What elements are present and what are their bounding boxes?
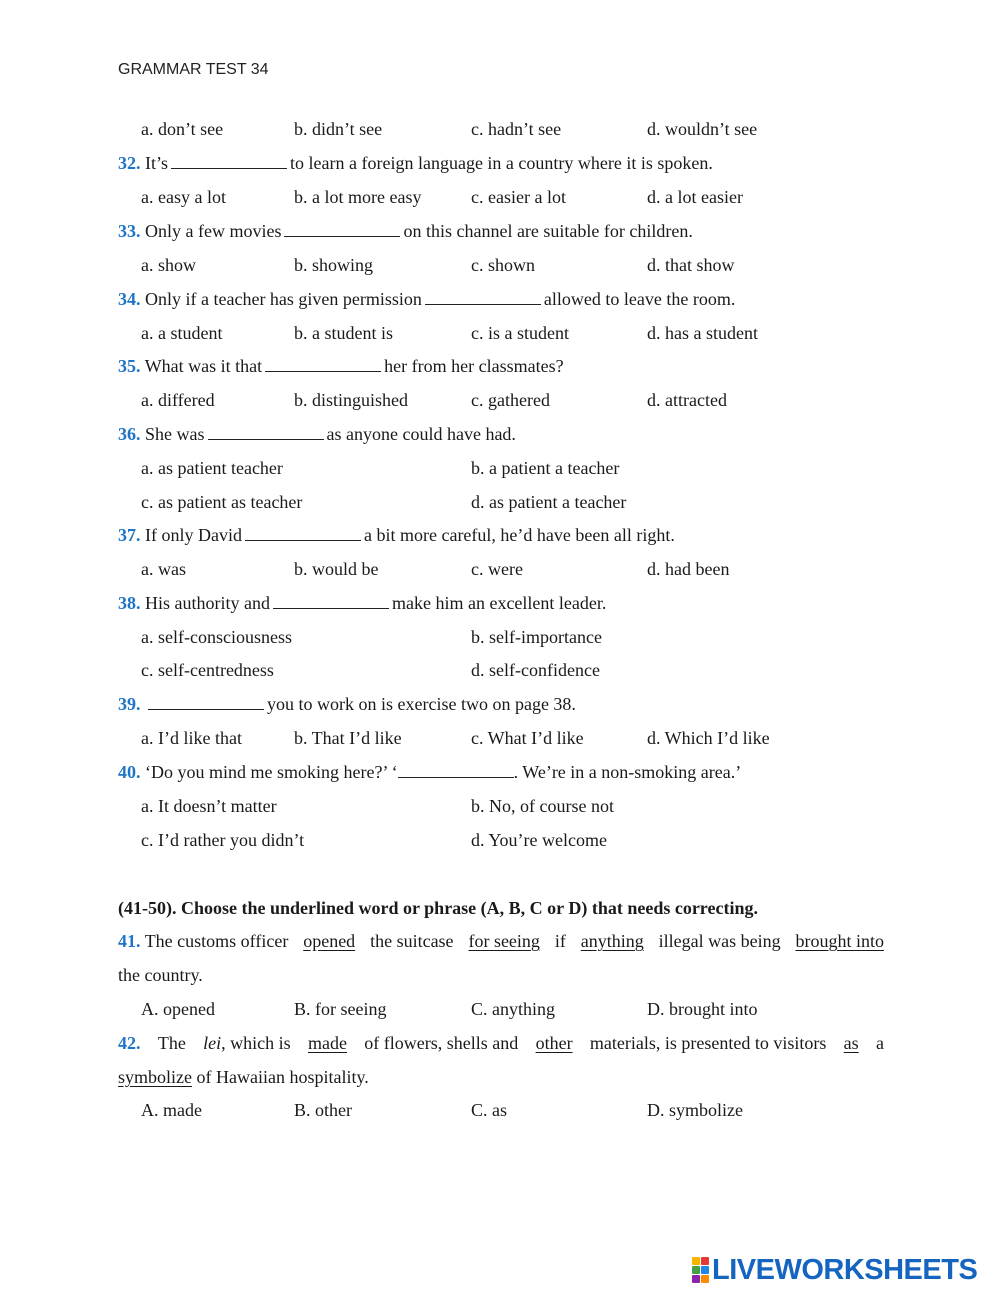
q32-option-b[interactable]: b. a lot more easy (294, 187, 422, 207)
q38-option-d[interactable]: d. self-confidence (471, 660, 600, 680)
q41-underlined-a: opened (303, 931, 356, 951)
q34-text-before: Only if a teacher has given permission (145, 289, 422, 309)
q32-text-before: It’s (145, 153, 169, 173)
q42-underlined-c: as (843, 1033, 859, 1053)
q34-option-c[interactable]: c. is a student (471, 323, 569, 343)
q41-option-a[interactable]: A. opened (141, 999, 215, 1019)
q40-option-d[interactable]: d. You’re welcome (471, 830, 607, 850)
q41-text-4: illegal was being (658, 931, 781, 951)
q41-stem (118, 930, 884, 952)
q42-option-b[interactable]: B. other (294, 1100, 352, 1120)
q32-text-after: to learn a foreign language in a country where it is spoken. (290, 153, 713, 173)
q36-text-before: She was (145, 424, 205, 444)
q40-number: 40. (118, 762, 141, 782)
q39-number: 39. (118, 694, 141, 714)
q41-underlined-c: anything (580, 931, 644, 951)
q40-option-b[interactable]: b. No, of course not (471, 796, 614, 816)
q37-option-c[interactable]: c. were (471, 559, 523, 579)
q42-underlined-a: made (307, 1033, 347, 1053)
q35-stem (118, 355, 884, 377)
q37-option-a[interactable]: a. was (141, 559, 186, 579)
q39-option-c[interactable]: c. What I’d like (471, 728, 584, 748)
q34-stem (118, 288, 884, 310)
q33-stem (118, 220, 884, 242)
q42-number: 42. (118, 1033, 141, 1053)
q34-blank[interactable] (425, 289, 541, 305)
q35-option-b[interactable]: b. distinguished (294, 390, 409, 410)
logo-text: LIVEWORKSHEETS (712, 1253, 978, 1286)
q42-option-d[interactable]: D. symbolize (647, 1100, 743, 1120)
q32-option-c[interactable]: c. easier a lot (471, 187, 566, 207)
q42-stem (118, 1032, 884, 1054)
q38-blank[interactable] (273, 593, 389, 609)
q41-option-c[interactable]: C. anything (471, 999, 555, 1019)
q35-option-c[interactable]: c. gathered (471, 390, 550, 410)
q38-number: 38. (118, 593, 141, 613)
q40-text-after: . We’re in a non-smoking area.’ (513, 762, 742, 782)
q35-option-a[interactable]: a. differed (141, 390, 215, 410)
q40-option-a[interactable]: a. It doesn’t matter (141, 796, 277, 816)
q41-option-b[interactable]: B. for seeing (294, 999, 387, 1019)
q33-option-b[interactable]: b. showing (294, 255, 374, 275)
q31-option-b[interactable]: b. didn’t see (294, 119, 383, 139)
q39-option-a[interactable]: a. I’d like that (141, 728, 242, 748)
q35-number: 35. (118, 356, 141, 376)
q33-option-a[interactable]: a. show (141, 255, 196, 275)
q31-option-a[interactable]: a. don’t see (141, 119, 224, 139)
q37-blank[interactable] (245, 525, 361, 541)
q33-number: 33. (118, 221, 141, 241)
q41-underlined-b: for seeing (468, 931, 540, 951)
q40-option-c[interactable]: c. I’d rather you didn’t (141, 830, 305, 850)
q36-blank[interactable] (208, 424, 324, 440)
q39-option-b[interactable]: b. That I’d like (294, 728, 402, 748)
q37-stem (118, 524, 884, 546)
q33-option-c[interactable]: c. shown (471, 255, 535, 275)
q32-stem (118, 152, 884, 174)
q35-text-after: her from her classmates? (384, 356, 564, 376)
q31-option-c[interactable]: c. hadn’t see (471, 119, 562, 139)
q34-option-b[interactable]: b. a student is (294, 323, 393, 343)
q42-text-4: materials, is presented to visitors (589, 1033, 827, 1053)
q40-stem (118, 761, 884, 783)
q42-text-6: of Hawaiian hospitality. (196, 1067, 369, 1087)
q36-option-d[interactable]: d. as patient a teacher (471, 492, 627, 512)
q42-stem-line-2 (118, 1066, 884, 1088)
q36-option-b[interactable]: b. a patient a teacher (471, 458, 620, 478)
q41-text-1: The customs officer (144, 931, 289, 951)
q32-option-d[interactable]: d. a lot easier (647, 187, 743, 207)
q33-text-after: on this channel are suitable for children. (403, 221, 693, 241)
q33-blank[interactable] (284, 221, 400, 237)
q41-text-3: if (554, 931, 566, 951)
q36-option-c[interactable]: c. as patient as teacher (141, 492, 303, 512)
q41-underlined-d: brought into (795, 931, 884, 951)
q38-stem (118, 592, 884, 614)
q36-text-after: as anyone could have had. (326, 424, 516, 444)
q42-text-1: The (157, 1033, 186, 1053)
q42-underlined-b: other (535, 1033, 573, 1053)
q36-number: 36. (118, 424, 141, 444)
q39-blank[interactable] (148, 694, 264, 710)
q37-option-b[interactable]: b. would be (294, 559, 379, 579)
q31-option-d[interactable]: d. wouldn’t see (647, 119, 758, 139)
q41-stem-line-2: the country. (118, 965, 203, 985)
q39-text-after: you to work on is exercise two on page 38. (267, 694, 576, 714)
q34-number: 34. (118, 289, 141, 309)
q42-text-5: a (876, 1033, 884, 1053)
q34-option-d[interactable]: d. has a student (647, 323, 758, 343)
q41-number: 41. (118, 931, 141, 951)
q34-text-after: allowed to leave the room. (543, 289, 736, 309)
q39-stem (118, 693, 884, 715)
q42-option-c[interactable]: C. as (471, 1100, 507, 1120)
q41-text-2: the suitcase (370, 931, 454, 951)
q37-text-before: If only David (145, 525, 242, 545)
q36-stem (118, 423, 884, 445)
q37-text-after: a bit more careful, he’d have been all right. (363, 525, 675, 545)
q40-text-before: ‘Do you mind me smoking here?’ ‘ (145, 762, 398, 782)
liveworksheets-logo-icon (692, 1257, 709, 1283)
q37-number: 37. (118, 525, 141, 545)
q39-option-d[interactable]: d. Which I’d like (647, 728, 770, 748)
q32-blank[interactable] (171, 153, 287, 169)
q34-option-a[interactable]: a. a student (141, 323, 223, 343)
q32-number: 32. (118, 153, 141, 173)
q38-text-before: His authority and (145, 593, 270, 613)
q38-option-c[interactable]: c. self-centredness (141, 660, 274, 680)
q33-option-d[interactable]: d. that show (647, 255, 735, 275)
q35-text-before: What was it that (144, 356, 263, 376)
q38-option-b[interactable]: b. self-importance (471, 627, 602, 647)
q38-text-after: make him an excellent leader. (391, 593, 607, 613)
q42-underlined-d: symbolize (118, 1067, 192, 1087)
section-instruction: (41-50). Choose the underlined word or phrase (A, B, C or D) that needs correcting. (118, 898, 758, 918)
q42-text-2: , which is (221, 1033, 291, 1053)
q35-blank[interactable] (265, 356, 381, 372)
q38-option-a[interactable]: a. self-consciousness (141, 627, 292, 647)
q41-option-d[interactable]: D. brought into (647, 999, 758, 1019)
q35-option-d[interactable]: d. attracted (647, 390, 727, 410)
liveworksheets-logo[interactable] (692, 1254, 977, 1286)
q32-option-a[interactable]: a. easy a lot (141, 187, 226, 207)
page-header: GRAMMAR TEST 34 (118, 61, 269, 78)
q42-text-3: of flowers, shells and (364, 1033, 519, 1053)
q33-text-before: Only a few movies (145, 221, 282, 241)
q37-option-d[interactable]: d. had been (647, 559, 730, 579)
q42-word-lei: lei (203, 1033, 222, 1053)
q42-option-a[interactable]: A. made (141, 1100, 202, 1120)
q36-option-a[interactable]: a. as patient teacher (141, 458, 283, 478)
q40-blank[interactable] (398, 762, 514, 778)
